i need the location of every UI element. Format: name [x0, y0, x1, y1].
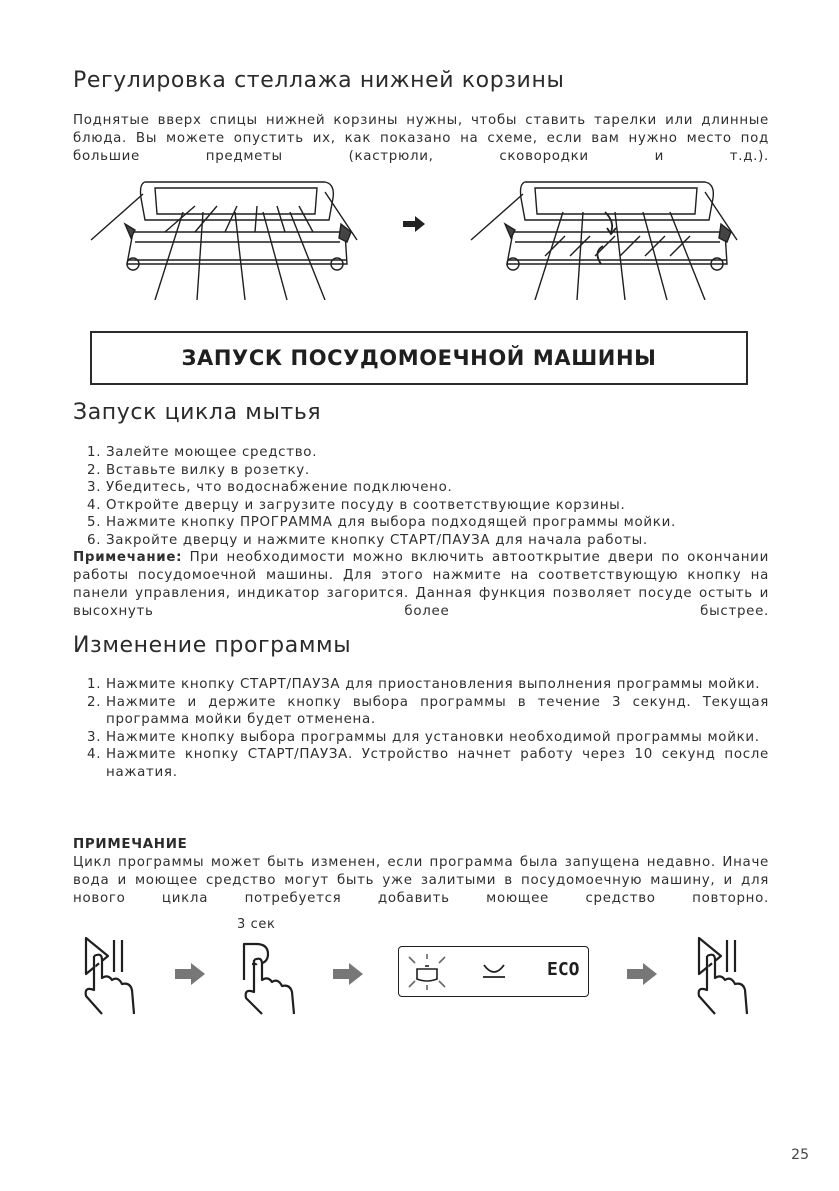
arrow-right-icon: [175, 963, 205, 989]
bowl-icon: [481, 961, 507, 981]
banner-title: ЗАПУСК ПОСУДОМОЕЧНОЙ МАШИНЫ: [181, 346, 657, 370]
start-steps-list: [73, 444, 773, 549]
basket-paragraph: Поднятые вверх спицы нижней корзины нужны, чтобы ставить тарелки или длинные блюда. Вы можете опустить их, как показано на схеме, если вам нужно место под большие предметы (кастрюли, сковородки и т.д.).: [73, 113, 769, 164]
arrow-right-icon: [333, 963, 363, 989]
note-text: При необходимости можно включить автооткрытие двери по окончании работы посудомоечной машины. Для этого нажмите на соответствующую кнопку на панели управления, индикатор загорится. Данная функция позволяет посуде остыть и высохнуть более быстрее.: [73, 550, 769, 619]
eco-label: ECO: [547, 959, 580, 980]
note-heading: ПРИМЕЧАНИЕ: [73, 837, 188, 852]
hold-duration-label: 3 сек: [237, 917, 276, 932]
start-pause-press-icon: [80, 934, 152, 1020]
list-item: 4. Откройте дверцу и загрузите посуду в соответствующие корзины.: [87, 497, 626, 513]
list-item: 2. Вставьте вилку в розетку.: [87, 462, 310, 478]
change-note: Цикл программы может быть изменен, если программа была запущена недавно. Иначе вода и моющее средство могут быть уже залитыми в посудомоечную машину, и для нового цикла потребуется добавить моющее средство повторно.: [73, 855, 769, 906]
section-title-start: Запуск цикла мытья: [73, 400, 322, 425]
list-item: 3. Убедитесь, что водоснабжение подключено.: [87, 480, 453, 495]
list-item: 3. Нажмите кнопку выбора программы для установки необходимой программы мойки.: [87, 729, 760, 745]
section-title-change: Изменение программы: [73, 633, 352, 658]
list-item: 1. Залейте моющее средство.: [87, 445, 318, 460]
basket-raised-illustration: [85, 172, 365, 300]
arrow-right-icon: [627, 963, 657, 989]
program-hold-icon: [240, 940, 310, 1020]
list-item: 2. Нажмите и держите кнопку выбора программы в течение 3 секунд. Текущая программа мойки будет отменена.: [87, 694, 769, 727]
list-item: 6. Закройте дверцу и нажмите кнопку СТАРТ/ПАУЗА для начала работы.: [87, 532, 648, 548]
pot-blinking-icon: [405, 953, 449, 991]
note-label: Примечание:: [73, 550, 183, 565]
change-steps-list: [73, 676, 769, 781]
page-number: 25: [791, 1147, 809, 1163]
basket-lowered-illustration: [465, 172, 745, 300]
panel-display: [398, 946, 589, 997]
arrow-right-icon: [403, 216, 425, 236]
start-note: [73, 549, 769, 621]
section-banner: [90, 331, 748, 385]
list-item: 5. Нажмите кнопку ПРОГРАММА для выбора подходящей программы мойки.: [87, 515, 676, 530]
section-title-basket: Регулировка стеллажа нижней корзины: [73, 68, 565, 93]
list-item: 4. Нажмите кнопку СТАРТ/ПАУЗА. Устройство начнет работу через 10 секунд после нажатия.: [87, 747, 769, 780]
start-pause-press-icon: [693, 934, 765, 1020]
list-item: 1. Нажмите кнопку СТАРТ/ПАУЗА для приостановления выполнения программы мойки.: [87, 677, 761, 692]
